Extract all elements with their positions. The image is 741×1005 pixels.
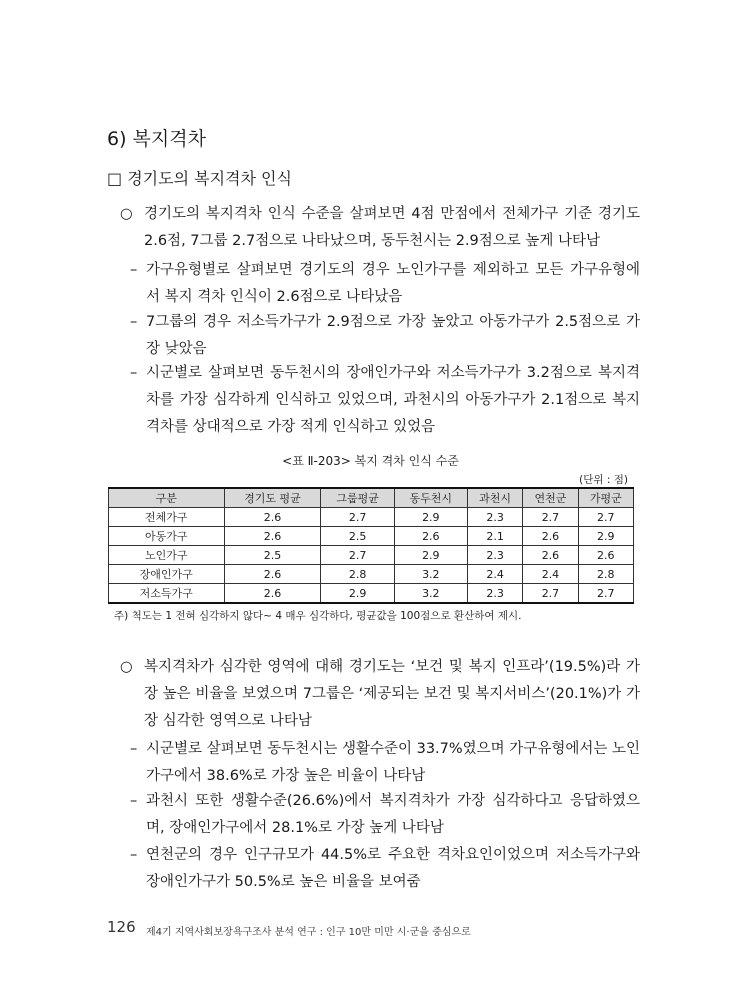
dash-bullet: – xyxy=(130,365,138,381)
table-cell: 3.2 xyxy=(394,565,467,584)
row-label: 저소득가구 xyxy=(109,584,225,604)
table-cell: 2.6 xyxy=(523,546,578,565)
page-number: 126 xyxy=(107,918,136,936)
table-cell: 2.6 xyxy=(224,508,321,527)
circle-bullet: ○ xyxy=(120,206,133,222)
column-header: 가평군 xyxy=(578,488,633,508)
list-item xyxy=(130,360,640,441)
table-cell: 2.6 xyxy=(224,527,321,546)
section-title: 6) 복지격차 xyxy=(107,128,206,150)
table-header-row xyxy=(109,488,634,508)
table-cell: 2.9 xyxy=(321,584,394,604)
running-footer: 제4기 지역사회보장욕구조사 분석 연구 : 인구 10만 미만 시·군을 중심으로 xyxy=(146,927,471,938)
table-cell: 2.5 xyxy=(224,546,321,565)
row-label: 장애인가구 xyxy=(109,565,225,584)
dash-bullet: – xyxy=(130,847,138,863)
table-cell: 2.6 xyxy=(523,527,578,546)
row-label: 아동가구 xyxy=(109,527,225,546)
row-label: 전체가구 xyxy=(109,508,225,527)
table-row xyxy=(109,527,634,546)
dash-bullet: – xyxy=(130,262,138,278)
column-header: 과천시 xyxy=(467,488,522,508)
data-table xyxy=(108,487,634,604)
table-cell: 2.4 xyxy=(523,565,578,584)
paragraph-1 xyxy=(120,201,640,255)
table-cell: 2.9 xyxy=(394,508,467,527)
table-cell: 2.3 xyxy=(467,508,522,527)
column-header: 경기도 평균 xyxy=(224,488,321,508)
table-cell: 2.8 xyxy=(578,565,633,584)
table-cell: 2.7 xyxy=(523,584,578,604)
list-item xyxy=(130,788,640,842)
list-item-text: 연천군의 경우 인구규모가 44.5%로 주요한 격차요인이었으며 저소득가구와 장애인가구가 50.5%로 높은 비율을 보여줌 xyxy=(146,847,640,890)
table-cell: 2.9 xyxy=(394,546,467,565)
table-cell: 2.7 xyxy=(578,508,633,527)
table-cell: 2.8 xyxy=(321,565,394,584)
table-row xyxy=(109,546,634,565)
table-note: 주) 척도는 1 전혀 심각하지 않다~ 4 매우 심각하다, 평균값을 100점으로 환산하여 제시. xyxy=(114,610,522,622)
table-cell: 2.7 xyxy=(321,546,394,565)
list-item xyxy=(130,257,640,311)
circle-bullet: ○ xyxy=(120,659,133,675)
table-cell: 2.7 xyxy=(578,584,633,604)
list-item xyxy=(130,842,640,896)
dash-bullet: – xyxy=(130,741,138,757)
table-cell: 2.5 xyxy=(321,527,394,546)
row-label: 노인가구 xyxy=(109,546,225,565)
list-item-text: 과천시 또한 생활수준(26.6%)에서 복지격차가 가장 심각하다고 응답하였으며, 장애인가구에서 28.1%로 가장 높게 나타남 xyxy=(146,793,640,836)
table-caption: <표 Ⅱ-203> 복지 격차 인식 수준 xyxy=(282,454,459,468)
dash-bullet: – xyxy=(130,314,138,330)
table-cell: 2.3 xyxy=(467,584,522,604)
table-cell: 2.4 xyxy=(467,565,522,584)
list-item xyxy=(130,309,640,363)
paragraph-text: 경기도의 복지격차 인식 수준을 살펴보면 4점 만점에서 전체가구 기준 경기도 2.6점, 7그룹 2.7점으로 나타났으며, 동두천시는 2.9점으로 높게 나타남 xyxy=(144,206,640,249)
paragraph-text: 복지격차가 심각한 영역에 대해 경기도는 ‘보건 및 복지 인프라’(19.5%)라 가장 높은 비율을 보였으며 7그룹은 ‘제공되는 보건 및 복지서비스’(20.1%)가 가장 심각한 영역으로 나타남 xyxy=(144,659,640,729)
table-cell: 2.6 xyxy=(394,527,467,546)
table-cell: 2.3 xyxy=(467,546,522,565)
list-item-text: 시군별로 살펴보면 동두천시의 장애인가구와 저소득가구가 3.2점으로 복지격차를 가장 심각하게 인식하고 있었으며, 과천시의 아동가구가 2.1점으로 복지 격차를 상대적으로 가장 적게 인식하고 있었음 xyxy=(146,365,640,435)
table-cell: 2.1 xyxy=(467,527,522,546)
list-item-text: 시군별로 살펴보면 동두천시는 생활수준이 33.7%였으며 가구유형에서는 노인가구에서 38.6%로 가장 높은 비율이 나타남 xyxy=(146,741,640,784)
table-cell: 2.6 xyxy=(578,546,633,565)
table-cell: 2.7 xyxy=(321,508,394,527)
table-row xyxy=(109,584,634,604)
table-cell: 2.7 xyxy=(523,508,578,527)
table-cell: 2.6 xyxy=(224,565,321,584)
table-row xyxy=(109,508,634,527)
list-item xyxy=(130,736,640,790)
table-cell: 2.9 xyxy=(578,527,633,546)
list-item-text: 가구유형별로 살펴보면 경기도의 경우 노인가구를 제외하고 모든 가구유형에서 복지 격차 인식이 2.6점으로 나타났음 xyxy=(146,262,640,305)
column-header: 연천군 xyxy=(523,488,578,508)
table-cell: 2.6 xyxy=(224,584,321,604)
column-header: 동두천시 xyxy=(394,488,467,508)
dash-bullet: – xyxy=(130,793,138,809)
table-row xyxy=(109,565,634,584)
subsection-title: □ 경기도의 복지격차 인식 xyxy=(107,169,292,188)
column-header: 그룹평균 xyxy=(321,488,394,508)
list-item-text: 7그룹의 경우 저소득가구가 2.9점으로 가장 높았고 아동가구가 2.5점으로 가장 낮았음 xyxy=(146,314,640,357)
column-header: 구분 xyxy=(109,488,225,508)
table-unit: (단위 : 점) xyxy=(579,474,628,486)
table-cell: 3.2 xyxy=(394,584,467,604)
paragraph-2 xyxy=(120,654,640,735)
